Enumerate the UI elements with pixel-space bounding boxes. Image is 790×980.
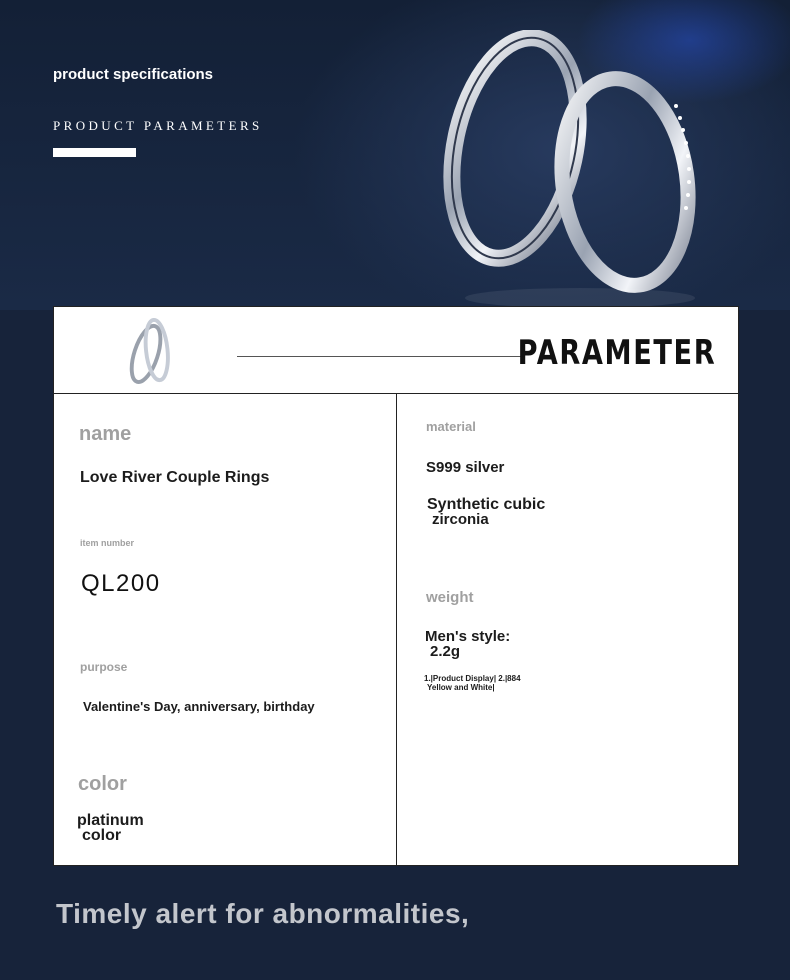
page-title: product specifications (53, 66, 214, 83)
material-value-1: S999 silver (426, 459, 505, 476)
material-value-2-line2: zirconia (432, 511, 489, 528)
card-header (54, 307, 738, 394)
parameter-heading: PARAMETER (517, 333, 716, 373)
alert-banner-text: Timely alert for abnormalities, (56, 898, 470, 929)
section-subtitle: PRODUCT PARAMETERS (53, 118, 263, 133)
color-label: color (78, 773, 127, 795)
purpose-label: purpose (80, 660, 128, 674)
style-note-line1: 1.|Product Display| 2.|884 (424, 674, 521, 683)
weight-value-line2: 2.2g (430, 643, 461, 660)
weight-label: weight (426, 589, 474, 606)
item-number-value: QL200 (81, 570, 161, 597)
hero-banner (0, 0, 790, 310)
rings-thumbnail-icon (109, 313, 187, 391)
name-label: name (79, 423, 132, 445)
name-value: Love River Couple Rings (80, 469, 270, 486)
color-value-line2: color (82, 827, 122, 844)
style-note-line2: Yellow and White| (427, 683, 495, 692)
color-value-line1: platinum (77, 812, 144, 829)
parameter-card (53, 306, 739, 866)
couple-rings-icon (430, 30, 730, 310)
item-number-label: item number (80, 538, 135, 548)
material-label: material (426, 419, 476, 434)
weight-value-line1: Men's style: (425, 628, 511, 645)
purpose-value: Valentine's Day, anniversary, birthday (83, 699, 315, 714)
header-rule (237, 356, 523, 357)
column-divider (396, 394, 397, 865)
material-value-2-line1: Synthetic cubic (427, 496, 546, 513)
accent-bar (53, 148, 136, 157)
